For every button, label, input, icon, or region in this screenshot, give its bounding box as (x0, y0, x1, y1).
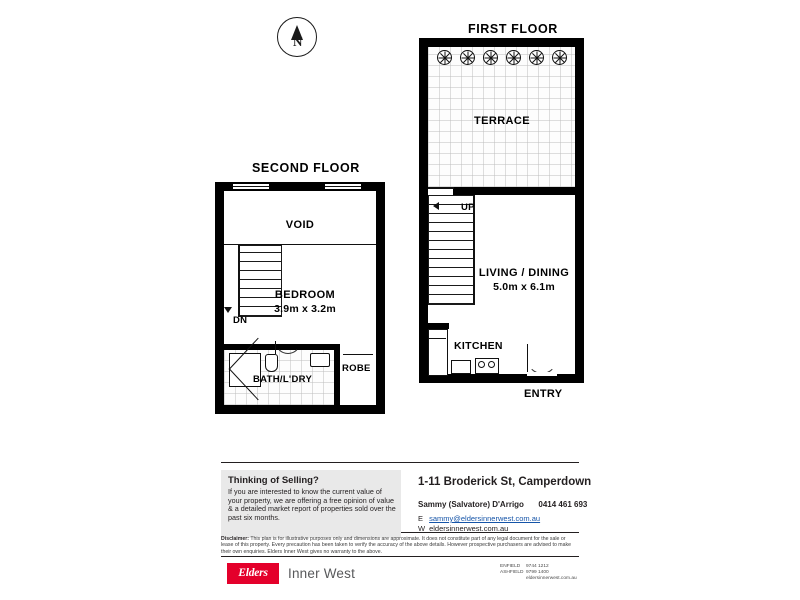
wall-left-ff (419, 38, 428, 383)
second-floor-title: SECOND FLOOR (252, 161, 360, 175)
web-prefix: W (418, 524, 426, 533)
door-arc-bath (275, 328, 301, 354)
promo-title: Thinking of Selling? (228, 475, 319, 486)
door-leaf-bath (275, 341, 276, 354)
first-floor-plan (419, 38, 584, 383)
office-label-2: ASHFIELD (500, 570, 524, 575)
door-leaf-entry (527, 344, 528, 374)
listing-address: 1-11 Broderick St, Camperdown (418, 476, 592, 488)
wall-left-lower (215, 344, 224, 414)
office-name: Inner West (288, 566, 356, 581)
promo-body: If you are interested to know the current value of your property, we are offering a free opinion of value & a detailed market report of properties sold over the past six months. (228, 487, 396, 522)
living-dimensions: 5.0m x 6.1m (493, 281, 555, 293)
up-label: UP (461, 202, 475, 213)
email-prefix: E (418, 514, 424, 523)
north-arrow-icon (277, 17, 319, 59)
basin-fixture (310, 353, 330, 367)
dn-label: DN (233, 315, 248, 326)
office-value-3: eldersinnerwest.com.au (526, 576, 577, 581)
agent-email-line (418, 514, 540, 523)
stair-down-arrow-icon (224, 307, 232, 313)
office-label-1: ENFIELD (500, 564, 521, 569)
bedroom-text: BEDROOM (274, 289, 336, 301)
agent-web-line (418, 524, 508, 533)
robe-rail (343, 354, 373, 355)
window-top-2-line (325, 186, 361, 187)
door-arc-entry (527, 344, 557, 374)
bedroom-dimensions: 3.9m x 3.2m (274, 303, 336, 315)
office-value-2: 9799 1400 (526, 570, 549, 575)
first-floor-title: FIRST FLOOR (468, 22, 558, 36)
entry-label: ENTRY (524, 388, 563, 400)
wall-bottom (215, 405, 385, 414)
sink-icon (451, 360, 471, 374)
toilet-fixture (265, 354, 278, 372)
footer-divider-bottom (221, 556, 579, 557)
agent-name: Sammy (Salvatore) D'Arrigo (418, 500, 524, 509)
room-label-living (469, 266, 579, 294)
disclaimer (221, 536, 579, 555)
planter-icon-3 (483, 50, 498, 65)
cooktop-burner-2 (488, 361, 495, 368)
room-label-kitchen: KITCHEN (454, 340, 503, 352)
second-floor-plan (215, 182, 385, 414)
disclaimer-text: This plan is for illustrative purposes only and dimensions are approximate. It does not constitute part of any legal document for the sale or lease of this property. Every precaution has been taken to verify the accuracy of the above details. However prospective purchasers are advised to make their own enquiries. Elders Inner West gives no warranty to the above. (221, 536, 571, 555)
agent-phone: 0414 461 693 (538, 500, 588, 509)
office-row-3 (500, 576, 577, 582)
room-label-void (260, 218, 340, 232)
planter-icon-6 (552, 50, 567, 65)
cooktop-burner-1 (478, 361, 485, 368)
disclaimer-lead: Disclaimer: (221, 536, 249, 542)
agent-website[interactable]: eldersinnerwest.com.au (429, 524, 509, 533)
planter-icon-5 (529, 50, 544, 65)
agent-line (418, 500, 587, 509)
agent-email[interactable]: sammy@eldersinnerwest.com.au (429, 514, 541, 523)
window-top-1-line (233, 186, 269, 187)
terrace-text: TERRACE (474, 115, 530, 127)
elders-logo (227, 563, 279, 584)
wall-right (376, 182, 385, 414)
wall-top-ff (419, 38, 584, 47)
footer-divider-top (221, 462, 579, 463)
elders-logo-text: Elders (238, 567, 268, 579)
room-label-bath: BATH/L'DRY (253, 374, 313, 385)
room-label-bedroom (250, 288, 360, 316)
wall-right-ff (575, 38, 584, 383)
office-value-1: 9744 1212 (526, 564, 549, 569)
room-label-terrace (452, 114, 552, 128)
office-contact-info (500, 564, 577, 582)
room-label-robe: ROBE (342, 363, 371, 374)
stair-rail (238, 245, 240, 317)
terrace-step-edge (428, 187, 454, 189)
planter-icon-2 (460, 50, 475, 65)
planter-icon-4 (506, 50, 521, 65)
void-text: VOID (285, 219, 315, 231)
kitchen-bench-line (428, 338, 446, 339)
entry-threshold (527, 372, 557, 376)
promo-panel (221, 470, 401, 538)
compass-north-label: N (293, 34, 303, 49)
kitchen-bench-left (428, 329, 448, 376)
wall-terrace-living (453, 187, 575, 195)
stair-up-arrow-icon (433, 202, 439, 210)
planter-icon-1 (437, 50, 452, 65)
wall-robe-left (334, 344, 340, 378)
living-text: LIVING / DINING (478, 267, 570, 279)
